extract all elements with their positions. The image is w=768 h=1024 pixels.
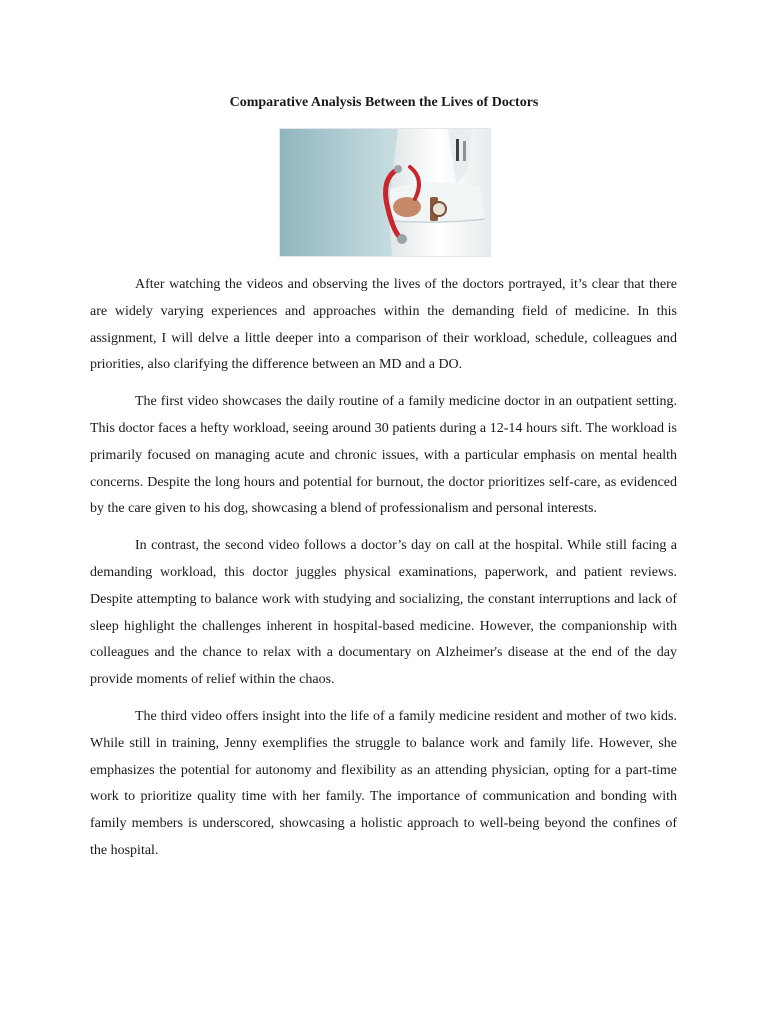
document-body [90,272,677,875]
paragraph-third-video: The third video offers insight into the life of a family medicine resident and mother of two kids. While still in training, Jenny exemplifies the struggle to balance work and family life. However, she emphasizes the potential for autonomy and flexibility as an attending physician, opting for a part-time work to prioritize quality time with her family. The importance of communication and bonding with family members is underscored, showcasing a holistic approach to well-being beyond the confines of the hospital. [90,708,677,858]
paragraph-intro: After watching the videos and observing the lives of the doctors portrayed, it’s clear that there are widely varying experiences and approaches within the demanding field of medicine. In this assignment, I will delve a little deeper into a comparison of their workload, schedule, colleagues and priorities, also clarifying the difference between an MD and a DO. [90,277,677,373]
page-title: Comparative Analysis Between the Lives of Doctors [229,95,539,110]
paragraph-first-video: The first video showcases the daily routine of a family medicine doctor in an outpatient setting. This doctor faces a hefty workload, seeing around 30 patients during a 12-14 hours sift. The workload is primarily focused on managing acute and chronic issues, with a particular emphasis on mental health concerns. Despite the long hours and potential for burnout, the doctor prioritizes self-care, as evidenced by the care given to his dog, showcasing a blend of professionalism and personal interests. [90,394,677,517]
paragraph-second-video: In contrast, the second video follows a doctor’s day on call at the hospital. While still facing a demanding workload, this doctor juggles physical examinations, paperwork, and patient reviews. Despite attempting to balance work with studying and socializing, the constant interruptions and lack of sleep highlight the challenges inherent in hospital-based medicine. However, the companionship with colleagues and the chance to relax with a documentary on Alzheimer's disease at the end of the day provide moments of relief within the chaos. [90,538,677,688]
doctor-photo [279,128,491,257]
doctor-with-stethoscope-photo [280,129,490,256]
